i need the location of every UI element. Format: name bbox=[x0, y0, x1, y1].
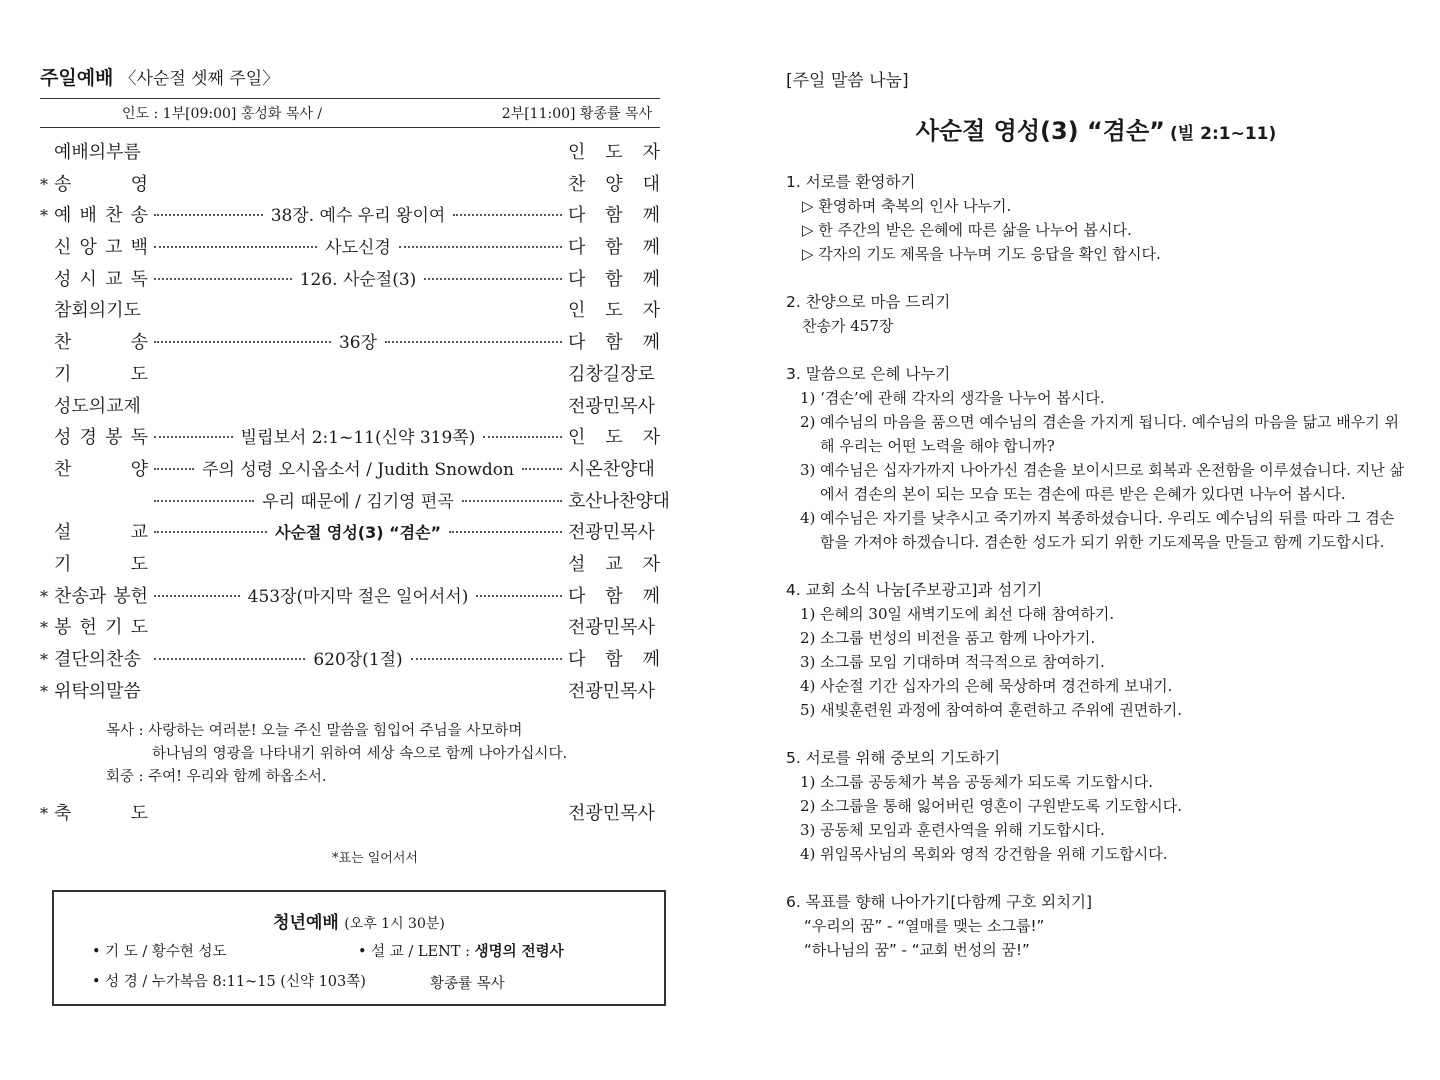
youth-scripture: • 성 경 / 누가복음 8:11~15 (신약 103쪽) bbox=[92, 974, 366, 990]
order-detail: 우리 때문에 / 김기영 편곡 bbox=[262, 491, 454, 512]
order-detail: 빌립보서 2:1~11(신약 319쪽) bbox=[240, 428, 476, 449]
youth-sermon-label: • 설 교 / LENT : bbox=[358, 944, 475, 960]
sermon-title-block bbox=[786, 111, 1406, 146]
order-person: 다 함 께 bbox=[568, 332, 660, 354]
order-row bbox=[40, 201, 660, 233]
leader-dots bbox=[154, 487, 562, 512]
order-title: 기 도 bbox=[54, 553, 148, 575]
order-row-benediction bbox=[40, 799, 660, 831]
worship-title: 주일예배 bbox=[40, 67, 114, 89]
order-row bbox=[40, 677, 660, 709]
leader-dots bbox=[154, 817, 562, 819]
order-title: 설 교 bbox=[54, 522, 148, 544]
order-row bbox=[40, 138, 660, 170]
order-row bbox=[40, 613, 660, 645]
section-title: 5. 서로를 위해 중보의 기도하기 bbox=[786, 749, 1001, 767]
leader-second-service: 2부[11:00] 황종률 목사 bbox=[501, 106, 652, 122]
order-detail: 주의 성령 오시옵소서 / Judith Snowdon bbox=[202, 459, 514, 480]
order-person: 인 도 자 bbox=[568, 300, 660, 322]
order-row bbox=[40, 233, 660, 265]
list-item: 4) 예수님은 자기를 낮추시고 죽기까지 복종하셨습니다. 우리도 예수님의 뒤를 따라 그 겸손함을 가져야 하겠습니다. 겸손한 성도가 되기 위한 기도제목을 만들고 함께 기도합시다. bbox=[800, 509, 1395, 551]
leader-dots bbox=[154, 645, 562, 670]
youth-worship-box bbox=[52, 890, 666, 1006]
pastor-line-2: 하나님의 영광을 나타내기 위하여 세상 속으로 함께 나아가십시다. bbox=[152, 746, 568, 763]
order-row bbox=[40, 518, 660, 550]
order-person: 김창길장로 bbox=[568, 363, 655, 385]
stand-marker: * bbox=[40, 174, 48, 194]
section-list bbox=[786, 386, 1406, 554]
order-person: 호산나찬양대 bbox=[568, 490, 670, 512]
order-row bbox=[40, 392, 660, 424]
leader-dots bbox=[154, 410, 562, 412]
sharing-header: [주일 말씀 나눔] bbox=[786, 71, 909, 91]
stand-marker: * bbox=[40, 618, 48, 638]
order-person: 전광민목사 bbox=[568, 522, 655, 544]
order-title: 성도의교제 bbox=[54, 395, 141, 417]
list-item: ▷ 각자의 기도 제목을 나누며 기도 응답을 확인 합시다. bbox=[802, 245, 1161, 263]
order-person: 인 도 자 bbox=[568, 427, 660, 449]
leader-dots bbox=[154, 455, 562, 480]
order-person: 설 교 자 bbox=[568, 553, 660, 575]
order-row bbox=[40, 296, 660, 328]
leader-dots bbox=[154, 201, 562, 226]
order-title: 송 영 bbox=[54, 173, 148, 195]
leader-dots bbox=[154, 188, 562, 190]
divider bbox=[40, 127, 660, 128]
stand-marker: * bbox=[40, 804, 48, 824]
leader-dots bbox=[154, 156, 562, 158]
order-detail: 620장(1절) bbox=[313, 650, 403, 670]
section-title: 6. 목표를 향해 나아가기[다함께 구호 외치기] bbox=[786, 893, 1093, 911]
order-row bbox=[40, 487, 670, 519]
order-title: 봉 헌 기 도 bbox=[54, 617, 148, 639]
stand-marker: * bbox=[40, 206, 48, 226]
stand-marker: * bbox=[40, 650, 48, 669]
order-row bbox=[40, 360, 660, 392]
youth-sermon-title: 생명의 전령사 bbox=[474, 944, 564, 960]
leader-dots bbox=[154, 695, 562, 697]
leader-first-service: 인도 : 1부[09:00] 홍성화 목사 / bbox=[122, 106, 323, 122]
order-row bbox=[40, 423, 660, 455]
standing-note: *표는 일어서서 bbox=[332, 851, 418, 867]
youth-title: 청년예배 bbox=[273, 913, 339, 933]
list-item: 3) 공동체 모임과 훈련사역을 위해 기도합시다. bbox=[800, 821, 1105, 839]
order-person: 다 함 께 bbox=[568, 268, 660, 290]
leader-dots bbox=[154, 233, 562, 258]
list-item: “하나님의 꿈” - “교회 번성의 꿈!” bbox=[804, 941, 1030, 959]
pastor-line: 목사 : 사랑하는 여러분! 오늘 주신 말씀을 힘입어 주님을 사모하며 bbox=[106, 723, 523, 740]
list-item: 2) 소그룹을 통해 잃어버린 영혼이 구원받도록 기도합시다. bbox=[800, 797, 1183, 815]
congregation-line: 회중 : 주여! 우리와 함께 하옵소서. bbox=[106, 769, 327, 786]
list-item: “우리의 꿈” - “열매를 맺는 소그룹!” bbox=[804, 917, 1045, 935]
section-praise bbox=[786, 290, 1406, 338]
order-person: 다 함 께 bbox=[568, 585, 660, 607]
order-person: 전광민목사 bbox=[568, 395, 655, 417]
order-detail: 126. 사순절(3) bbox=[299, 269, 417, 290]
order-row bbox=[40, 455, 660, 487]
order-detail: 453장(마지막 절은 일어서서) bbox=[247, 586, 469, 607]
order-row bbox=[40, 550, 660, 582]
section-list bbox=[786, 194, 1406, 266]
section-goal bbox=[786, 890, 1406, 962]
sermon-title: 사순절 영성(3) “겸손” bbox=[915, 117, 1165, 145]
leader-dots bbox=[154, 568, 562, 570]
order-title: 축 도 bbox=[54, 803, 148, 825]
stand-marker: * bbox=[40, 681, 48, 701]
order-of-service bbox=[40, 138, 670, 708]
order-title: 위탁의말씀 bbox=[54, 680, 141, 702]
order-person: 다 함 께 bbox=[568, 237, 660, 259]
order-detail: 38장. 예수 우리 왕이여 bbox=[270, 206, 446, 227]
leader-dots bbox=[154, 265, 562, 290]
leader-dots bbox=[154, 328, 562, 353]
youth-sermon bbox=[358, 940, 564, 961]
order-title: 성 시 교 독 bbox=[54, 268, 148, 290]
section-title: 4. 교회 소식 나눔[주보광고]과 섬기기 bbox=[786, 581, 1043, 599]
worship-subtitle: 〈사순절 셋째 주일〉 bbox=[119, 69, 280, 89]
section-list bbox=[786, 314, 1406, 338]
list-item: 5) 새빛훈련원 과정에 참여하여 훈련하고 주위에 권면하기. bbox=[800, 701, 1183, 719]
order-title: 예배의부름 bbox=[54, 142, 141, 163]
order-title: 예 배 찬 송 bbox=[54, 205, 148, 227]
leader-dots bbox=[154, 314, 562, 316]
section-news bbox=[786, 578, 1406, 722]
order-detail: 사도신경 bbox=[325, 238, 391, 259]
order-row bbox=[40, 645, 660, 677]
order-title: 찬 송 bbox=[54, 332, 148, 354]
order-person: 전광민목사 bbox=[568, 617, 655, 639]
list-item: 4) 사순절 기간 십자가의 은혜 묵상하며 경건하게 보내기. bbox=[800, 677, 1173, 695]
order-detail: 36장 bbox=[338, 333, 378, 354]
order-person: 다 함 께 bbox=[568, 649, 660, 670]
youth-preacher: 황종률 목사 bbox=[430, 976, 505, 992]
list-item: 2) 예수님의 마음을 품으면 예수님의 겸손을 가지게 됩니다. 예수님의 마음을 닮고 배우기 위해 우리는 어떤 노력을 해야 합니까? bbox=[800, 413, 1400, 455]
section-list bbox=[786, 914, 1406, 962]
order-row bbox=[40, 328, 660, 360]
section-list bbox=[786, 602, 1406, 722]
section-intercession bbox=[786, 746, 1406, 866]
order-title: 찬송과 봉헌 bbox=[54, 585, 148, 607]
list-item: 3) 소그룹 모임 기대하며 적극적으로 참여하기. bbox=[800, 653, 1105, 671]
leader-dots bbox=[154, 631, 562, 633]
sending-words bbox=[106, 720, 660, 789]
youth-time: (오후 1시 30분) bbox=[344, 916, 445, 932]
leader-dots bbox=[154, 423, 562, 448]
section-title: 1. 서로를 환영하기 bbox=[786, 173, 916, 191]
order-person: 찬 양 대 bbox=[568, 173, 660, 195]
list-item: ▷ 한 주간의 받은 은혜에 따른 삶을 나누어 봅시다. bbox=[802, 221, 1132, 239]
section-title: 2. 찬양으로 마음 드리기 bbox=[786, 293, 951, 311]
list-item: 4) 위임목사님의 목회와 영적 강건함을 위해 기도합시다. bbox=[800, 845, 1168, 863]
order-title: 성 경 봉 독 bbox=[54, 427, 148, 449]
stand-marker: * bbox=[40, 586, 48, 606]
section-word bbox=[786, 362, 1406, 554]
order-person: 시온찬양대 bbox=[568, 458, 655, 480]
order-row bbox=[40, 265, 660, 297]
section-welcome bbox=[786, 170, 1406, 266]
youth-prayer: • 기 도 / 황수현 성도 bbox=[92, 944, 227, 960]
order-person: 다 함 께 bbox=[568, 205, 660, 227]
worship-order-page bbox=[40, 64, 670, 867]
leader-dots bbox=[154, 520, 562, 543]
section-list bbox=[786, 770, 1406, 866]
order-row bbox=[40, 582, 660, 614]
order-person: 전광민목사 bbox=[568, 803, 655, 825]
list-item: 1) 소그룹 공동체가 복음 공동체가 되도록 기도합시다. bbox=[800, 773, 1154, 791]
list-item: 1) 은혜의 30일 새벽기도에 최선 다해 참여하기. bbox=[800, 605, 1115, 623]
order-title: 신 앙 고 백 bbox=[54, 237, 148, 259]
leader-dots bbox=[154, 378, 562, 380]
order-person: 인 도 자 bbox=[568, 142, 660, 163]
list-item: 2) 소그룹 번성의 비전을 품고 함께 나아가기. bbox=[800, 629, 1096, 647]
order-title: 결단의찬송 bbox=[54, 649, 141, 670]
leader-dots bbox=[154, 582, 562, 607]
order-title: 기 도 bbox=[54, 363, 148, 385]
order-title: 찬 양 bbox=[54, 458, 148, 480]
order-detail: 사순절 영성(3) “겸손” bbox=[274, 523, 442, 543]
sermon-sharing-page bbox=[786, 66, 1406, 962]
youth-worship-title bbox=[54, 908, 664, 933]
scripture-ref: (빌 2:1~11) bbox=[1170, 124, 1277, 144]
order-title: 참회의기도 bbox=[54, 300, 141, 322]
list-item: 1) ‘겸손’에 관해 각자의 생각을 나누어 봅시다. bbox=[800, 389, 1105, 407]
leaders-line bbox=[40, 99, 660, 127]
section-title: 3. 말씀으로 은혜 나누기 bbox=[786, 365, 951, 383]
list-item: 찬송가 457장 bbox=[802, 317, 894, 335]
list-item: 3) 예수님은 십자가까지 나아가신 겸손을 보이시므로 회복과 온전함을 이루셨습니다. 지난 삶에서 겸손의 본이 되는 모습 또는 겸손에 따른 받은 은혜가 있다면 나누어 봅시다. bbox=[800, 461, 1404, 503]
order-person: 전광민목사 bbox=[568, 680, 655, 702]
worship-header bbox=[40, 64, 660, 92]
list-item: ▷ 환영하며 축복의 인사 나누기. bbox=[802, 197, 1012, 215]
order-row bbox=[40, 170, 660, 202]
